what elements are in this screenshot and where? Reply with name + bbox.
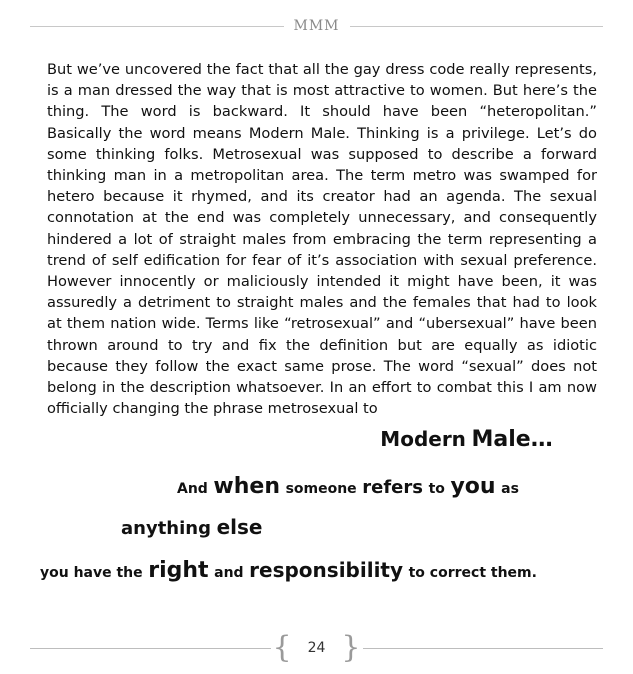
right-brace-ornament: }: [341, 630, 361, 665]
word-and: And: [177, 481, 208, 497]
left-brace-ornament: {: [272, 630, 292, 665]
word-someone: someone: [285, 481, 357, 497]
phrase-to-correct-them: to correct them.: [408, 565, 537, 581]
word-you: you: [450, 474, 496, 499]
word-as: as: [501, 481, 519, 497]
emphasis-line-1: [0, 427, 633, 452]
footer-rule-right: [363, 648, 604, 649]
header-title: MMM: [293, 18, 340, 34]
word-right: right: [148, 558, 209, 583]
word-and-2: and: [214, 565, 244, 581]
word-else: else: [216, 515, 263, 539]
phrase-you-have-the: you have the: [40, 565, 143, 581]
word-when: when: [213, 474, 280, 499]
header-rule-left: [30, 26, 284, 27]
word-to: to: [428, 481, 445, 497]
word-anything: anything: [121, 518, 211, 539]
word-modern: Modern: [380, 427, 466, 451]
emphasis-line-4: [40, 558, 537, 583]
page-footer: [30, 630, 603, 665]
word-refers: refers: [362, 477, 423, 498]
word-male: Male…: [471, 427, 553, 452]
footer-rule-left: [30, 648, 271, 649]
page-header: [30, 14, 603, 38]
emphasis-line-3: [121, 515, 262, 539]
header-rule-right: [350, 26, 604, 27]
body-paragraph: But we’ve uncovered the fact that all the gay dress code really represents, is a man dressed the way that is most attractive to women. But here’s the thing. The word is backward. It should have been “heteropolitan.” Basically the word means Modern Male. Thinking is a privilege. Let’s do some thinking folks. Metrosexual was supposed to describe a forward thinking man in a metropolitan area. The term metro was swamped for hetero because it rhymed, and its creator had an agenda. The sexual connotation at the end was completely unnecessary, and consequently hindered a lot of straight males from embracing the term representing a trend of self edification for fear of it’s association with sexual preference. However innocently or maliciously intended it might have been, it was assuredly a detriment to straight males and the females that had to look at them nation wide. Terms like “retrosexual” and “ubersexual” have been thrown around to try and fix the definition but are equally as idiotic because they follow the exact same prose. The word “sexual” does not belong in the description whatsoever. In an effort to combat this I am now officially changing the phrase metrosexual to: [47, 61, 597, 418]
emphasis-line-2: [177, 474, 519, 499]
word-responsibility: responsibility: [249, 558, 404, 582]
page-number: 24: [307, 640, 326, 656]
